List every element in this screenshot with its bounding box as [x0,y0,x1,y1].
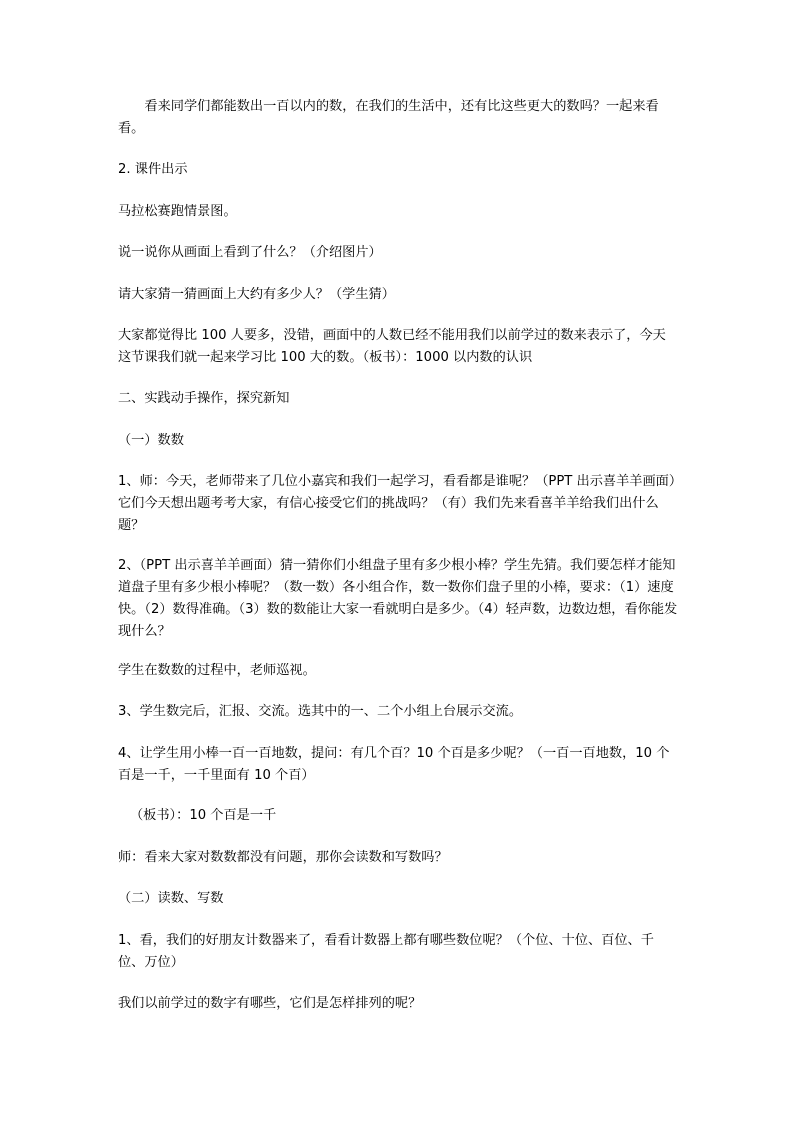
paragraph-item-4: 4、让学生用小棒一百一百地数，提问：有几个百？10 个百是多少呢？（一百一百地数，10 个百是一千，一千里面有 10 个百） [118,746,670,783]
heading-read-write: （二）读数、写数 [118,891,224,906]
paragraph-digits: 我们以前学过的数字有哪些，它们是怎样排列的呢？ [118,996,422,1011]
heading-counting: （一）数数 [118,433,184,448]
paragraph-item-1: 1、师：今天，老师带来了几位小嘉宾和我们一起学习，看看都是谁呢？（PPT 出示喜羊羊画面）它们今天想出题考考大家，有信心接受它们的挑战吗？（有）我们先来看喜羊羊给我们出什么题？ [118,474,676,533]
paragraph-marathon: 马拉松赛跑情景图。 [118,204,237,219]
paragraph-board-note: （板书）：10 个百是一千 [130,808,277,823]
paragraph-guess: 请大家猜一猜画面上大约有多少人？（学生猜） [118,287,395,302]
paragraph-step-2: 2. 课件出示 [118,162,188,177]
paragraph-teacher-question: 师：看来大家对数数都没有问题，那你会读数和写数吗？ [118,850,448,865]
paragraph-teacher-patrol: 学生在数数的过程中，老师巡视。 [118,663,316,678]
paragraph-intro: 看来同学们都能数出一百以内的数，在我们的生活中，还有比这些更大的数吗？一起来看看。 [118,99,659,136]
paragraph-counter: 1、看，我们的好朋友计数器来了，看看计数器上都有哪些数位呢？（个位、十位、百位、千位、万位） [118,933,654,970]
paragraph-more-than-100: 大家都觉得比 100 人要多，没错，画面中的人数已经不能用我们以前学过的数来表示了，今天这节课我们就一起来学习比 100 大的数。（板书）：1000 以内数的认识 [118,328,666,365]
paragraph-describe: 说一说你从画面上看到了什么？（介绍图片） [118,245,382,260]
paragraph-item-2: 2、（PPT 出示喜羊羊画面）猜一猜你们小组盘子里有多少根小棒？学生先猜。我们要怎样才能知道盘子里有多少根小棒呢？（数一数）各小组合作，数一数你们盘子里的小棒，要求：（1）速度快。（2）数得准确。（3）数的数能让大家一看就明白是多少。（4）轻声数，边数边想，看你能发现什么？ [118,558,678,639]
paragraph-item-3: 3、学生数完后，汇报、交流。选其中的一、二个小组上台展示交流。 [118,704,523,719]
heading-practice: 二、实践动手操作，探究新知 [118,391,290,406]
